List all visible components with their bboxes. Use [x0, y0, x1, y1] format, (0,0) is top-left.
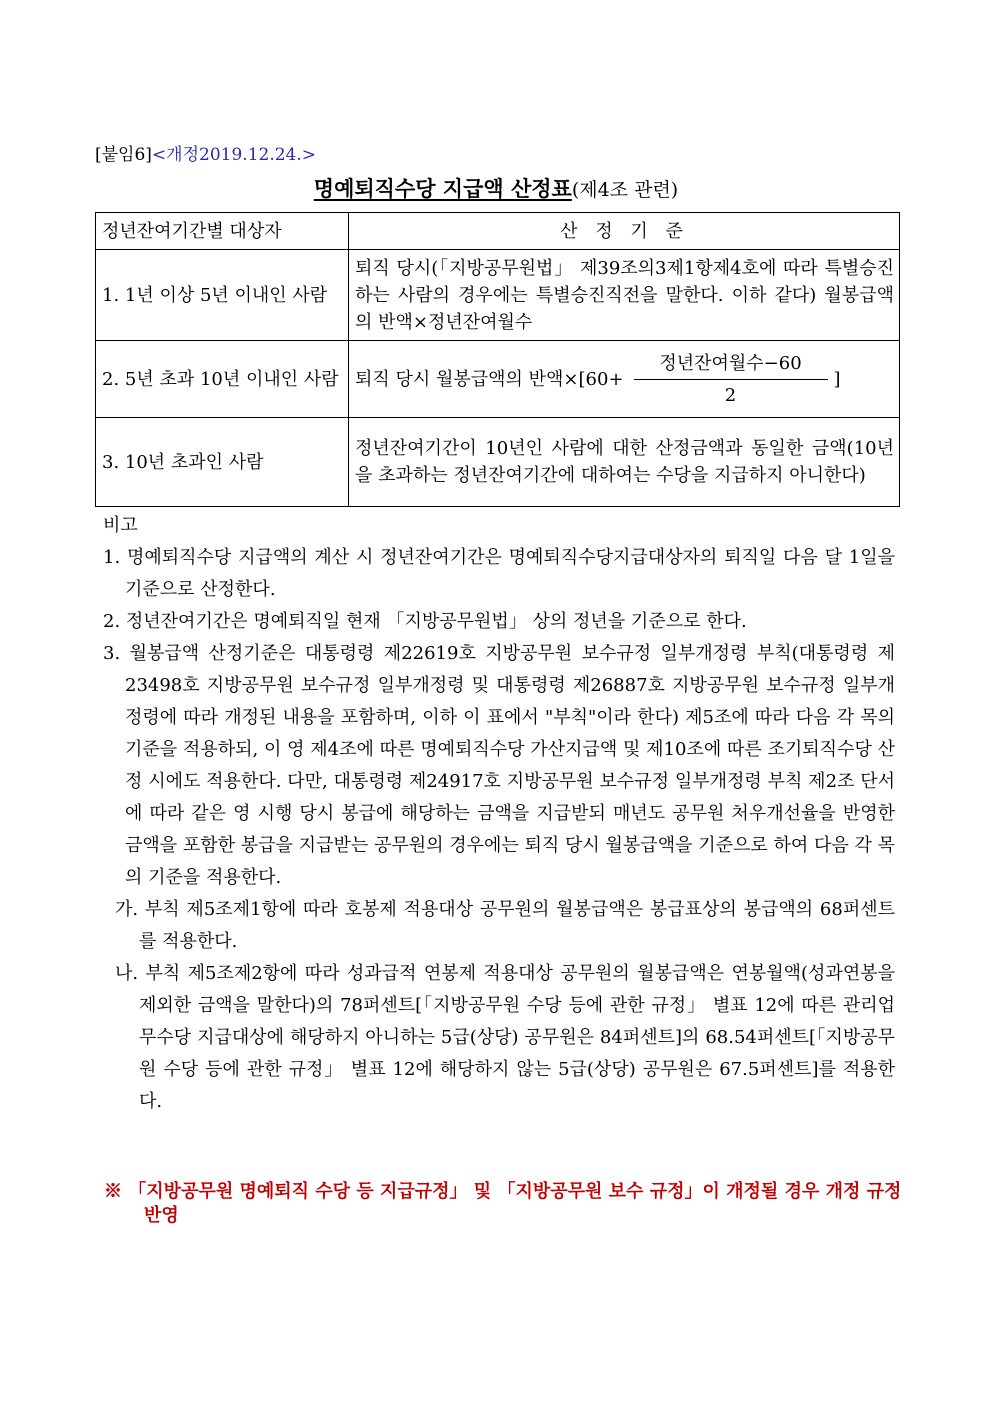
fraction-denominator: 2 — [724, 384, 737, 406]
row-criteria: 정년잔여기간이 10년인 사람에 대한 산정금액과 동일한 금액(10년을 초과하는 정년잔여기간에 대하여는 수당을 지급하지 아니한다) — [355, 438, 894, 486]
attachment-header — [95, 140, 316, 165]
remark-subitem: 가. 부칙 제5조제1항에 따라 호봉제 적용대상 공무원의 월봉급액은 봉급표상의 봉급액의 68퍼센트를 적용한다. — [115, 899, 895, 952]
amendment-warning: ※ 「지방공무원 명예퇴직 수당 등 지급규정」 및 「지방공무원 보수 규정」이 개정될 경우 개정 규정 반영 — [104, 1181, 902, 1226]
row-criteria: 퇴직 당시(「지방공무원법」 제39조의3제1항제4호에 따라 특별승진하는 사람의 경우에는 특별승진직전을 말한다. 이하 같다) 월봉급액의 반액×정년잔여월수 — [355, 257, 894, 333]
row-criteria-formula — [355, 350, 894, 409]
row-target: 2. 5년 초과 10년 이내인 사람 — [102, 368, 339, 390]
formula-prefix: 퇴직 당시 월봉급액의 반액×[60+ — [355, 368, 624, 390]
attachment-label: [붙임6] — [95, 145, 152, 165]
table-row — [96, 341, 900, 418]
remarks-heading: 비고 — [103, 515, 138, 536]
remark-subitem: 나. 부칙 제5조제2항에 따라 성과급적 연봉제 적용대상 공무원의 월봉급액은 연봉월액(성과연봉을 제외한 금액을 말한다)의 78퍼센트[「지방공무원 수당 등에 관한 규정」 별표 12에 따른 관리업무수당 지급대상에 해당하지 아니하는 5급(상당) 공무원은 84퍼센트]의 68.54퍼센트[「지방공무원 수당 등에 관한 규정」 별표 12에 해당하지 않는 5급(상당) 공무원은 67.5퍼센트]를 적용한다. — [115, 963, 895, 1112]
table-row — [96, 250, 900, 341]
formula-suffix: ] — [833, 368, 841, 390]
remark-item: 2. 정년잔여기간은 명예퇴직일 현재 「지방공무원법」 상의 정년을 기준으로 한다. — [103, 611, 747, 632]
title-sub: (제4조 관련) — [571, 179, 679, 201]
title-main: 명예퇴직수당 지급액 산정표 — [313, 177, 572, 201]
row-target: 3. 10년 초과인 사람 — [102, 451, 264, 473]
column-header-target: 정년잔여기간별 대상자 — [96, 213, 349, 250]
formula-fraction — [634, 350, 828, 409]
column-header-criteria: 산 정 기 준 — [349, 213, 900, 250]
remarks-section — [95, 510, 895, 1118]
row-target: 1. 1년 이상 5년 이내인 사람 — [102, 284, 328, 306]
revision-note: <개정2019.12.24.> — [151, 145, 317, 165]
document-title — [0, 173, 992, 203]
table-row — [96, 418, 900, 507]
calculation-table — [95, 212, 900, 507]
fraction-numerator: 정년잔여월수−60 — [634, 350, 828, 380]
remark-item: 3. 월봉급액 산정기준은 대통령령 제22619호 지방공무원 보수규정 일부개정령 부칙(대통령령 제23498호 지방공무원 보수규정 일부개정령 및 대통령령 제26887호 지방공무원 보수규정 일부개정령에 따라 개정된 내용을 포함하며, 이하 이 표에서 "부칙"이라 한다) 제5조에 따라 다음 각 목의 기준을 적용하되, 이 영 제4조에 따른 명예퇴직수당 가산지급액 및 제10조에 따른 조기퇴직수당 산정 시에도 적용한다. 다만, 대통령령 제24917호 지방공무원 보수규정 일부개정령 부칙 제2조 단서에 따라 같은 영 시행 당시 봉급에 해당하는 금액을 지급받되 매년도 공무원 처우개선율을 반영한 금액을 포함한 봉급을 지급받는 공무원의 경우에는 퇴직 당시 월봉급액을 기준으로 하여 다음 각 목의 기준을 적용한다. — [103, 643, 895, 888]
remark-item: 1. 명예퇴직수당 지급액의 계산 시 정년잔여기간은 명예퇴직수당지급대상자의 퇴직일 다음 달 1일을 기준으로 산정한다. — [103, 547, 895, 600]
table-header-row — [96, 213, 900, 250]
